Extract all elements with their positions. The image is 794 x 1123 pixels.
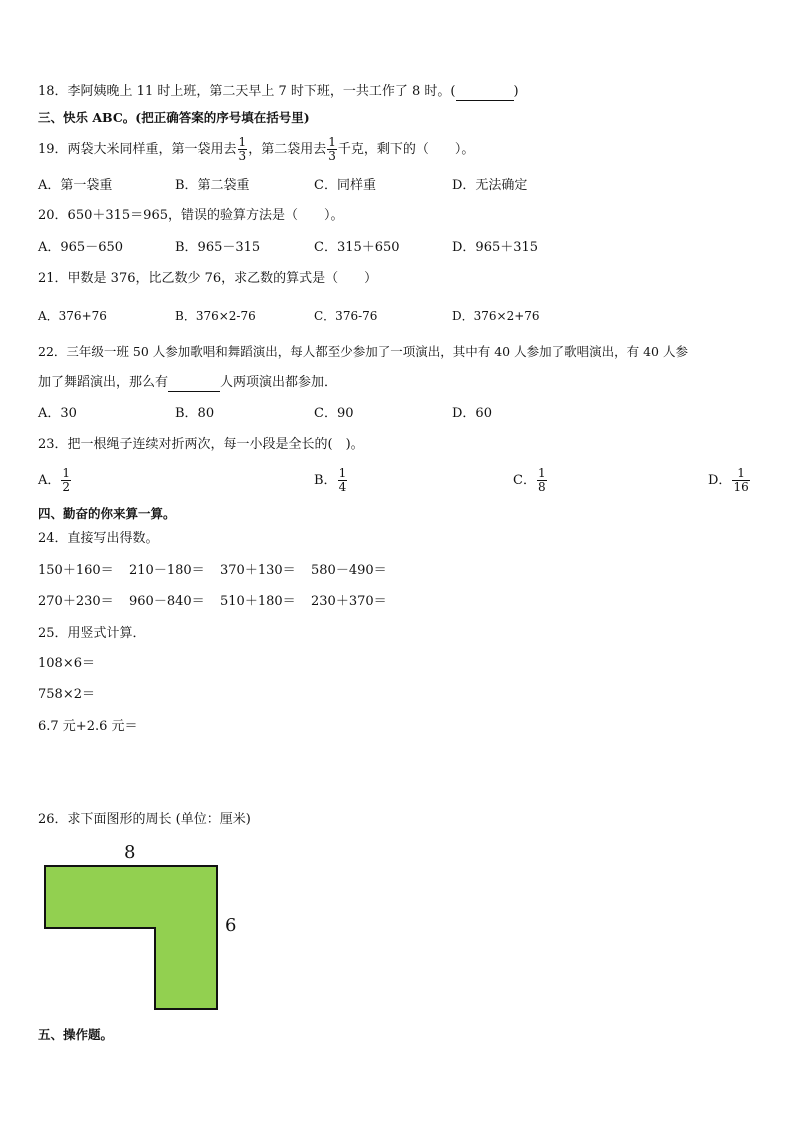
q19-option-a[interactable]: A．第一袋重 — [38, 178, 113, 193]
fraction-one-third: $\frac{1}{3}$ — [238, 135, 247, 163]
dimension-label-top: 8 — [124, 842, 136, 863]
l-shape-polygon — [45, 866, 217, 1009]
calc-item: 370＋130＝ — [220, 563, 296, 578]
dimension-label-right: 6 — [225, 915, 237, 936]
q21-option-a[interactable]: A．376+76 — [38, 309, 107, 323]
q18-text: 18．李阿姨晚上 11 时上班，第二天早上 7 时下班，一共工作了 8 时。( — [38, 84, 456, 99]
fraction-one-quarter: $\frac{1}{4}$ — [338, 466, 347, 494]
question-21: 21．甲数是 376，比乙数少 76，求乙数的算式是（ ） — [38, 271, 378, 286]
q20-option-b[interactable]: B．965－315 — [175, 240, 261, 255]
fraction-one-half: $\frac{1}{2}$ — [62, 466, 71, 494]
fraction-one-third-kg: $\frac{1}{3}$ — [328, 135, 336, 163]
section-3-title: 三、快乐 ABC。(把正确答案的序号填在括号里) — [38, 110, 310, 125]
q23-option-a[interactable]: A． $\frac{1}{2}$ — [38, 466, 71, 494]
q23-option-b[interactable]: B． $\frac{1}{4}$ — [314, 466, 347, 494]
q21-option-b[interactable]: B．376×2-76 — [175, 309, 256, 323]
calc-item: 580－490＝ — [311, 563, 387, 578]
vertical-calc-item: 6.7 元+2.6 元＝ — [38, 719, 138, 734]
q22-option-a[interactable]: A．30 — [38, 406, 77, 421]
question-18: 18．李阿姨晚上 11 时上班，第二天早上 7 时下班，一共工作了 8 时。( ) — [38, 84, 519, 99]
question-24: 24．直接写出得数。 — [38, 531, 159, 546]
calc-item: 150＋160＝ — [38, 563, 114, 578]
question-26: 26．求下面图形的周长 (单位：厘米) — [38, 812, 251, 827]
q19-option-c[interactable]: C．同样重 — [314, 178, 376, 193]
fraction-one-eighth: $\frac{1}{8}$ — [537, 466, 546, 494]
calc-item: 270＋230＝ — [38, 594, 114, 609]
calc-item: 230＋370＝ — [311, 594, 387, 609]
q21-option-c[interactable]: C．376-76 — [314, 309, 378, 323]
q20-option-c[interactable]: C．315＋650 — [314, 240, 400, 255]
q22-option-c[interactable]: C．90 — [314, 406, 354, 421]
question-23: 23．把一根绳子连续对折两次，每一小段是全长的( )。 — [38, 437, 364, 452]
question-19: 19．两袋大米同样重，第一袋用去 $\frac{1}{3}$ ，第二袋用去 $\frac{1}{3}$ 千克，剩下的（ ）。 — [38, 135, 475, 163]
vertical-calc-item: 108×6＝ — [38, 656, 95, 671]
vertical-calc-item: 758×2＝ — [38, 687, 95, 702]
question-22-line-1: 22．三年级一班 50 人参加歌唱和舞蹈演出，每人都至少参加了一项演出，其中有 40 人参加了歌唱演出，有 40 人参 — [38, 344, 688, 359]
q23-option-c[interactable]: C． $\frac{1}{8}$ — [513, 466, 546, 494]
q21-option-d[interactable]: D．376×2+76 — [452, 309, 540, 323]
q20-option-d[interactable]: D．965＋315 — [452, 240, 539, 255]
section-5-title: 五、操作题。 — [38, 1027, 114, 1042]
q20-option-a[interactable]: A．965－650 — [38, 240, 124, 255]
q23-option-d[interactable]: D． $\frac{1}{16}$ — [708, 466, 749, 494]
q19-option-b[interactable]: B．第二袋重 — [175, 178, 250, 193]
calc-item: 960－840＝ — [129, 594, 205, 609]
q22-option-b[interactable]: B．80 — [175, 406, 215, 421]
question-22-line-2: 加了舞蹈演出，那么有 人两项演出都参加． — [38, 375, 338, 390]
question-20: 20．650＋315＝965，错误的验算方法是（ ）。 — [38, 208, 344, 223]
section-4-title: 四、勤奋的你来算一算。 — [38, 506, 176, 521]
calc-item: 510＋180＝ — [220, 594, 296, 609]
question-25: 25．用竖式计算． — [38, 626, 146, 641]
fraction-one-sixteenth: $\frac{1}{16}$ — [733, 466, 749, 494]
calc-item: 210－180＝ — [129, 563, 205, 578]
q22-option-d[interactable]: D．60 — [452, 406, 492, 421]
q19-option-d[interactable]: D．无法确定 — [452, 178, 528, 193]
